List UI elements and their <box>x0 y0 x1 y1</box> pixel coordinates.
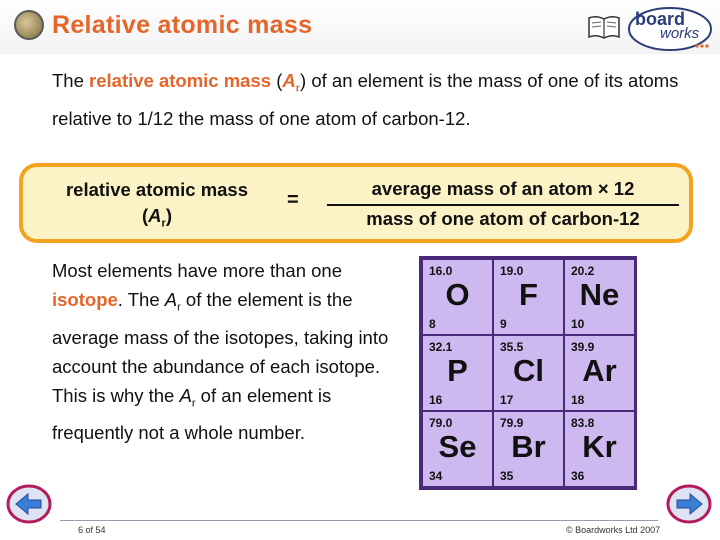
formula-denominator: mass of one atom of carbon-12 <box>366 208 640 229</box>
chemistry-logo-icon <box>14 10 44 40</box>
element-cell-br: 79.9 Br 35 <box>494 412 563 486</box>
element-cell-ar: 39.9 Ar 18 <box>565 336 634 410</box>
isotope-term: isotope <box>52 289 118 310</box>
formula-numerator: average mass of an atom × 12 <box>371 178 635 199</box>
key-term: relative atomic mass <box>89 70 272 91</box>
copyright-text: © Boardworks Ltd 2007 <box>566 525 661 535</box>
element-cell-cl: 35.5 Cl 17 <box>494 336 563 410</box>
element-cell-p: 32.1 P 16 <box>423 336 492 410</box>
book-icon <box>587 14 621 40</box>
page-title: Relative atomic mass <box>52 11 313 39</box>
periodic-table-excerpt <box>419 256 637 490</box>
element-cell-o: 16.0 O 8 <box>423 260 492 334</box>
element-cell-kr: 83.8 Kr 36 <box>565 412 634 486</box>
definition-text: The relative atomic mass $(A_r)$ of an element is the mass of one of its atoms relative to 1/12 the mass of one atom of carbon-12. <box>52 70 679 129</box>
formula-lhs: relative atomic mass $(A_r)$ <box>65 179 249 230</box>
formula-box <box>19 163 693 243</box>
element-cell-ne: 20.2 Ne 10 <box>565 260 634 334</box>
footer-divider <box>60 520 658 521</box>
isotope-text: Most elements have more than one isotope. The $A_r$ of the element is the average mass of the isotopes, taking into account the abundance of each isotope. This is why the $A_r$ of an element is frequently not a whole number. <box>52 260 389 444</box>
next-slide-button[interactable] <box>666 484 712 524</box>
brand-board-text: board <box>635 9 686 29</box>
element-cell-f: 19.0 F 9 <box>494 260 563 334</box>
slide-counter: 6 of 54 <box>78 525 106 535</box>
previous-slide-button[interactable] <box>6 484 52 524</box>
element-cell-se: 79.0 Se 34 <box>423 412 492 486</box>
formula-equals: = <box>287 189 299 211</box>
fraction-bar <box>327 204 679 206</box>
brand-works-text: works <box>660 25 700 42</box>
